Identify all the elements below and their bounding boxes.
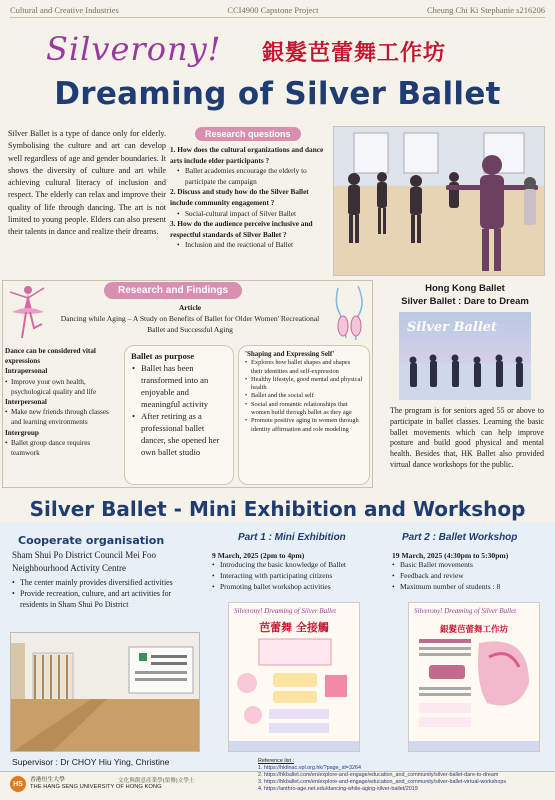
research-questions-label: Research questions: [195, 127, 301, 141]
cooperate-heading: Cooperate organisation: [18, 534, 165, 547]
reference-link[interactable]: 2. https://hkballet.com/en/explore-and-engage/education_and_community/silver-ballet-dare-to-dream: [258, 772, 499, 778]
intro-text: Silver Ballet is a type of dance only for elderly. Symbolising the culture and art can develop well regardless of age and gender boundaries. It shows the diversity of culture and art while achieving cultural literacy of inclusion and respect. The elderly can relax and improve their quality of life through dancing. The art is not limited to young people. Elders can also present their talents in dance and realize their dreams.: [8, 129, 166, 237]
list-item: • Promoting ballet workshop activities: [212, 582, 372, 593]
cooperate-organisation: [12, 534, 197, 610]
reference-link[interactable]: 3. https://hkballet.com/en/explore-and-engage/education_and_community/silver-ballet-virtual-workshops: [258, 779, 507, 785]
list-item: • Make new friends through classes and learning environments: [5, 407, 119, 427]
answer: • Social-cultural impact of Silver Ballet: [170, 209, 330, 220]
flyer-heading: 銀髮芭蕾舞工作坊: [439, 625, 508, 635]
project-code: CCI4900 Capstone Project: [227, 4, 319, 15]
list-item: • Feedback and review: [392, 571, 552, 582]
reference-link[interactable]: 1. https://hkfinac.vpl.org.hk/?page_id=3264: [258, 765, 361, 771]
main-title: Dreaming of Silver Ballet: [54, 76, 501, 112]
venue-illustration: [11, 633, 200, 752]
part2-date: 19 March, 2025 (4:30pm to 5:30pm): [392, 551, 509, 560]
hk-ballet-subtitle: Silver Ballet : Dare to Dream: [401, 296, 529, 307]
workshop-flyer: [408, 602, 540, 752]
flyer-heading: 芭蕾舞 全接觸: [259, 621, 329, 634]
list-item: • The center mainly provides diversified activities: [12, 578, 197, 589]
venue-photo: [10, 632, 200, 752]
workshop-flyer-graphics: [409, 603, 540, 752]
list-item: • Promote positive aging in women through identity affirmation and role modeling: [245, 417, 363, 434]
list-item: • Basic Ballet movements: [392, 560, 552, 571]
part1-date: 9 March, 2025 (2pm to 4pm): [212, 551, 305, 560]
exhibition-title: Silver Ballet - Mini Exhibition and Workshop: [29, 497, 526, 521]
findings-col-expressions: [5, 346, 119, 458]
hsu-logo-icon: HS: [10, 776, 26, 792]
reference-link[interactable]: 4. https://anthro-age.net.edu/dancing-while-aging-silver-ballet/2019: [258, 786, 418, 792]
hk-ballet-text: The program is for seniors aged 55 or above to participate in ballet classes. Learning the basic ballet movements which can help improve posture and build good physical and mental health. Besides that, HK Ballet also provided virtual dance workshops for the public.: [390, 406, 544, 469]
list-item: • Improve your own health, psychological quality and life: [5, 377, 119, 397]
part2-heading: Part 2 : Ballet Workshop: [402, 532, 518, 543]
ballerina-icon: [6, 284, 46, 344]
article-block: [60, 302, 320, 335]
silver-ballet-banner: [399, 312, 531, 400]
question: 2. Discuss and study how do the Silver Ballet include community engagement ?: [170, 187, 309, 207]
article-title: Dancing while Aging – A Study on Benefits of Ballet for Older Women' Recreational Ballet and Successful Aging: [60, 314, 320, 334]
list-item: • Ballet has been transformed into an enjoyable and meaningful activity: [131, 362, 227, 410]
answer: • Inclusion and the reactional of Ballet: [170, 240, 330, 251]
dancers-illustration: [334, 127, 545, 276]
article-label: Article: [178, 303, 202, 312]
script-title: Silverony!: [46, 30, 222, 68]
research-questions: [170, 124, 330, 251]
list-item: • Ballet group dance requires teamwork: [5, 438, 119, 458]
research-questions-list: [170, 145, 330, 251]
course-name: Cultural and Creative Industries: [10, 4, 119, 15]
part1-heading: Part 1 : Mini Exhibition: [238, 532, 346, 543]
list-item: • Explores how ballet shapes and shapes their identities and self-expression: [245, 359, 363, 376]
group-title: Interpersonal: [5, 398, 47, 407]
department-name: 文化與創意產業學(榮譽)文學士: [118, 778, 195, 784]
chinese-title: 銀髮芭蕾舞工作坊: [262, 41, 447, 66]
list-item: • Introducing the basic knowledge of Ballet: [212, 560, 372, 571]
col1-heading: Dance can be considered vital expressions: [5, 347, 96, 366]
list-item: • Provide recreation, culture, and art activities for residents in Sham Shui Po District: [12, 589, 197, 611]
flyer-graphics: [229, 603, 360, 752]
research-findings-label: Research and Findings: [104, 282, 242, 299]
supervisor-credit: Supervisor : Dr CHOY Hiu Ying, Christine: [12, 757, 170, 767]
university-name-en: THE HANG SENG UNIVERSITY OF HONG KONG: [30, 784, 162, 790]
list-item: • Ballet and the social self: [245, 392, 363, 400]
col3-heading: 'Shaping and Expressing Self': [245, 350, 335, 358]
list-item: • Maximum number of students : 8: [392, 582, 552, 593]
student-name: Cheung Chi Ki Stephanie s216206: [426, 4, 545, 15]
reference-label: Reference list :: [258, 758, 294, 764]
list-item: • After retiring as a professional ballet dancer, she opened her own ballet studio: [131, 410, 227, 458]
flyer-script: Silverony! Dreaming of Silver Ballet: [234, 607, 337, 615]
col2-heading: Ballet as purpose: [131, 351, 195, 361]
flyer-script: Silverony! Dreaming of Silver Ballet: [414, 607, 517, 615]
answer: • Ballet academies encourage the elderly to participate the campaign: [170, 166, 330, 187]
banner-dancers: [399, 312, 531, 400]
reference-list: [258, 758, 506, 793]
banner-text: Silver Ballet: [407, 320, 498, 335]
list-item: • Interacting with participating citizens: [212, 571, 372, 582]
part2-block: [392, 532, 552, 592]
ballet-shoes-icon: [332, 284, 368, 342]
question: 1. How does the cultural organizations and dance arts include elder participants ?: [170, 145, 324, 165]
group-title: Intergroup: [5, 428, 39, 437]
list-item: • Social and romantic relationships that women build through ballet as they age: [245, 401, 363, 418]
question: 3. How do the audience perceive inclusive and respectful standards of Silver Ballet ?: [170, 219, 313, 239]
findings-col-shaping: [238, 345, 370, 485]
exhibition-flyer: [228, 602, 360, 752]
part1-block: [212, 532, 372, 592]
list-item: • Healthy lifestyle, good mental and physical health: [245, 376, 363, 393]
ballet-class-photo: [333, 126, 545, 276]
findings-col-purpose: [124, 345, 234, 485]
university-name-zh: 香港恒生大學: [30, 777, 65, 784]
group-title: Intrapersonal: [5, 367, 48, 376]
header-bar: [10, 2, 545, 18]
organisation-name: Sham Shui Po District Council Mei Foo Neighbourhood Activity Centre: [12, 550, 157, 573]
hk-ballet-section: [380, 282, 550, 488]
title-area: [0, 20, 555, 120]
hk-ballet-title: Hong Kong Ballet: [425, 283, 505, 294]
